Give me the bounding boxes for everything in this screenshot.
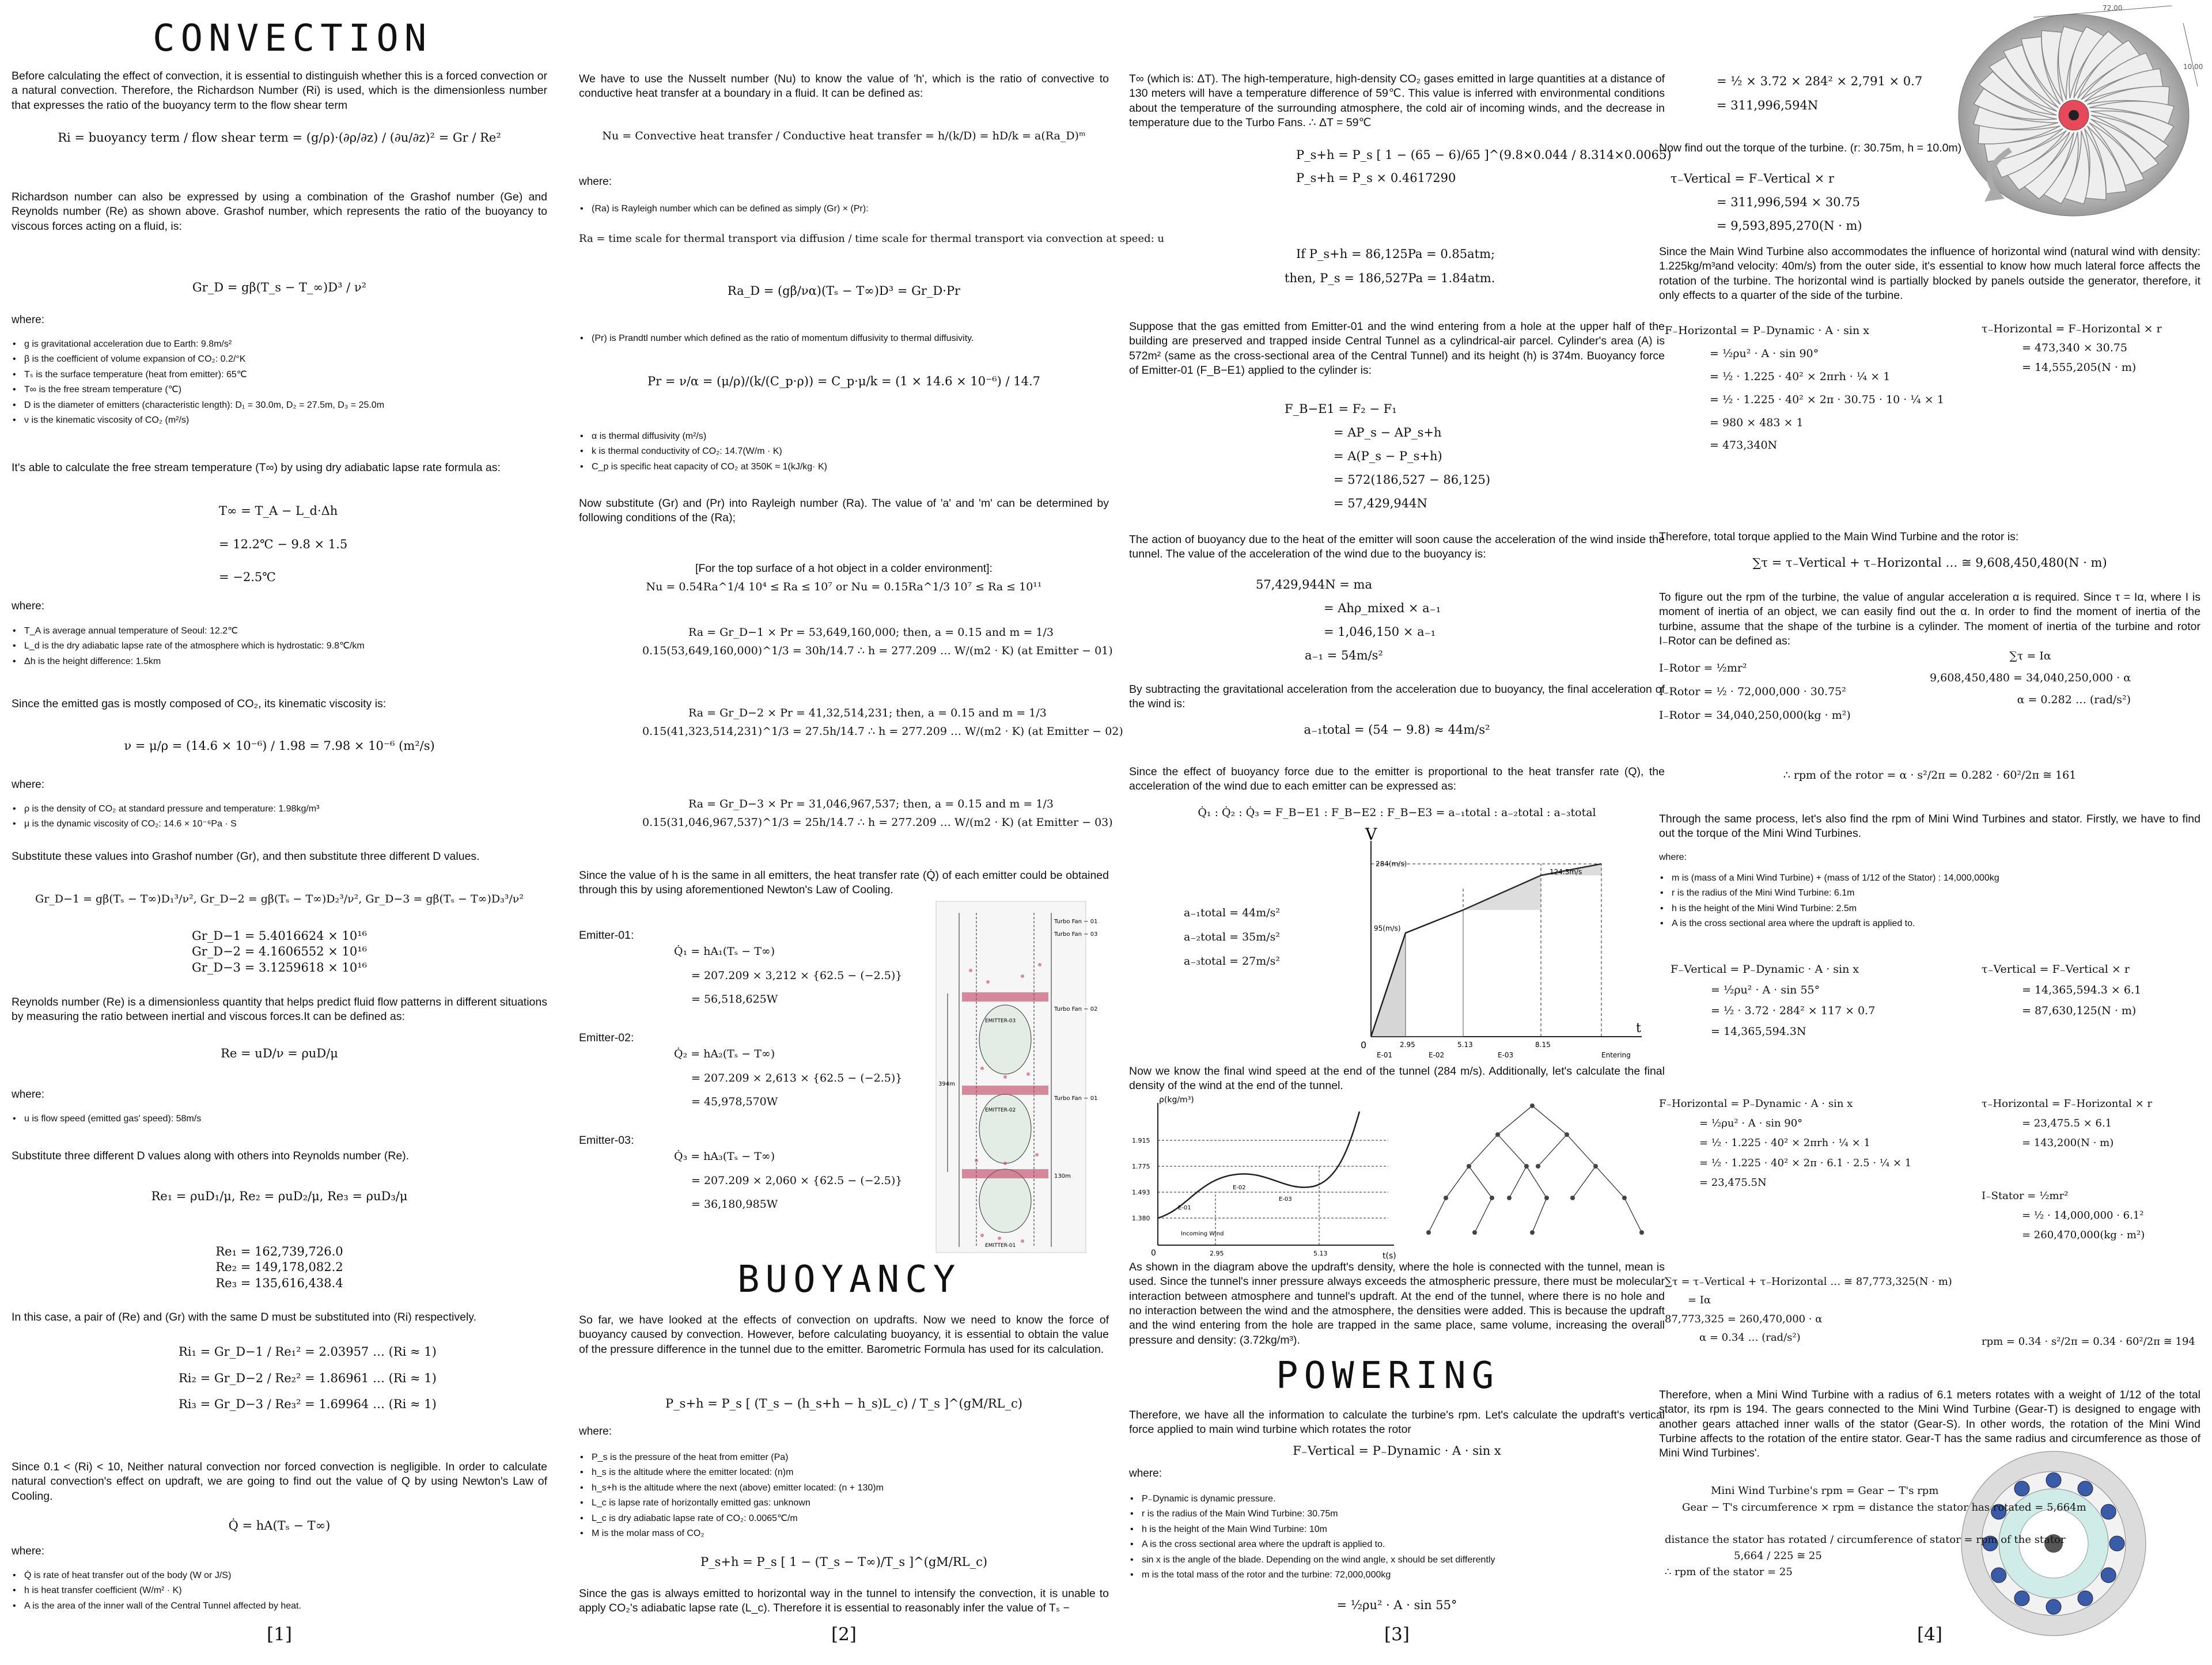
equation-grashof: Gr_D = gβ(T_s − T_∞)D³ / ν² — [192, 280, 367, 294]
graph-label: Entering — [1601, 1051, 1631, 1059]
where-label: where: — [12, 1088, 45, 1101]
equation-total-torque: ∑τ = τ₋Vertical + τ₋Horizontal … ≅ 9,608,450,480(N · m) — [1752, 556, 2107, 570]
equation-vertical-torque: τ₋Vertical = F₋Vertical × r = 311,996,594 × 30.75 = 9,593,895,270(N · m) — [1671, 172, 1862, 233]
molecular-interaction-tree — [1411, 1094, 1659, 1261]
sketch-label: EMITTER-01 — [985, 1243, 1016, 1249]
graph-label: ρ(kg/m³) — [1159, 1095, 1194, 1105]
variable-list — [1659, 871, 2200, 932]
paragraph: Therefore, total torque applied to the Main Wind Turbine and the rotor is: — [1659, 530, 2019, 543]
graph-label: E-02 — [1429, 1051, 1445, 1059]
equation-nusselt: Nu = Convective heat transfer / Conductive heat transfer = h/(k/D) = hD/k = a(Ra_D)ᵐ — [602, 130, 1086, 142]
equation-stator-rpm: distance the stator has rotated / circumference of stator = rpm of the stator 5,664 / 225 ≅ 25 ∴ rpm of the stator = 25 — [1665, 1534, 2066, 1578]
mini-turbine-marker — [2078, 1591, 2093, 1606]
graph-label: t(s) — [1382, 1251, 1396, 1261]
where-label: where: — [579, 176, 612, 188]
graph-label: 284(m/s) — [1376, 860, 1407, 868]
graph-label: 2.95 — [1400, 1041, 1415, 1049]
graph-label: E-03 — [1498, 1051, 1514, 1059]
paragraph: Therefore, when a Mini Wind Turbine with a radius of 6.1 meters rotates with a weight of 1/12 of the total stator, its rpm is 194. The gears connected to the Mini Wind Turbine (Gear-T) is designed to engage with another gears attached inner walls of the stator (Gear-S). In other words, the rotation of the Mini Wind Turbine affects to the rotation of the entire stator. Gear-T has the same radius and circumference as those of Mini Wind Turbines'. — [1659, 1389, 2200, 1460]
paragraph: So far, we have looked at the effects of convection on updrafts. Now we need to know the force of buoyancy caused by convection. However, before calculating buoyancy, it is essential to obtain the value of the pressure difference in the tunnel due to the emitter. Barometric Formula has used for its calculation. — [579, 1314, 1109, 1356]
variable-list — [12, 337, 547, 428]
equation-re-values: Re₁ = 162,739,726.0 Re₂ = 149,178,082.2 Re₃ = 135,616,438.4 — [215, 1245, 343, 1290]
column-3 — [1129, 0, 1672, 1665]
paragraph: Substitute these values into Grashof number (Gr), and then substitute three different D values. — [12, 850, 480, 863]
graph-label: E-01 — [1178, 1205, 1191, 1211]
graph-label: Incoming Wind — [1181, 1231, 1224, 1237]
equation-gr3: Gr_D−1 = gβ(Tₛ − T∞)D₁³/ν², Gr_D−2 = gβ(Tₛ − T∞)D₂³/ν², Gr_D−3 = gβ(Tₛ − T∞)D₃³/ν² — [35, 893, 524, 905]
equation-mini-total-torque: ∑τ = τ₋Vertical + τ₋Horizontal … ≅ 87,773,325(N · m) = Iα 87,773,325 = 260,470,000 · α α = 0.34 … (rad/s²) — [1665, 1276, 1952, 1344]
emitter-2-label: Emitter-02: — [579, 1031, 634, 1044]
list-item: • P_s is the pressure of the heat from emitter (Pa) — [579, 1450, 1109, 1465]
dimension-label: 72.00 — [2103, 4, 2123, 12]
equation-vertical-force-result: = ½ × 3.72 × 284² × 2,791 × 0.7 = 311,996,594N — [1717, 74, 1923, 112]
equation-angular-acceleration: ∑τ = Iα 9,608,450,480 = 34,040,250,000 · α α = 0.282 … (rad/s²) — [1930, 650, 2131, 706]
graph-label: E-02 — [1233, 1185, 1246, 1191]
list-item: • M is the molar mass of CO₂ — [579, 1526, 1109, 1541]
graph-label: E-01 — [1377, 1051, 1393, 1059]
list-item: • h is the height of the Mini Wind Turbine: 2.5m — [1659, 901, 2200, 916]
sketch-label: 394m — [938, 1081, 955, 1087]
section-title-powering: POWERING — [1276, 1355, 1500, 1397]
equation-re3: Re₁ = ρuD₁/μ, Re₂ = ρuD₂/μ, Re₃ = ρuD₃/μ — [151, 1189, 408, 1203]
list-item: • m is the total mass of the rotor and the turbine: 72,000,000kg — [1129, 1568, 1665, 1583]
condition-title: [For the top surface of a hot object in a colder environment]: — [695, 562, 993, 575]
paragraph: It's able to calculate the free stream temperature (T∞) by using dry adiabatic lapse rate formula as: — [12, 461, 501, 474]
equation-horizontal-torque: τ₋Horizontal = F₋Horizontal × r = 473,340 × 30.75 = 14,555,205(N · m) — [1982, 323, 2162, 374]
graph-label: V — [1365, 825, 1377, 844]
mini-turbine-marker — [2046, 1599, 2061, 1614]
where-label: where: — [12, 779, 45, 791]
equation-nu: ν = μ/ρ = (14.6 × 10⁻⁶) / 1.98 = 7.98 × 10⁻⁶ (m²/s) — [124, 739, 435, 753]
where-label: where: — [12, 314, 45, 326]
list-item: • h_s is the altitude where the emitter located: (n)m — [579, 1465, 1109, 1480]
equation-mini-vertical-force: F₋Vertical = P₋Dynamic · A · sin x = ½ρu² · A · sin 55° = ½ · 3.72 · 284² × 117 × 0.7 = 14,365,594.3N — [1671, 963, 1876, 1038]
paragraph: Since the effect of buoyancy force due to the emitter is proportional to the heat transfer rate (Q), the acceleration of the wind due to each emitter can be expressed as: — [1129, 765, 1665, 793]
list-item: • T∞ is the free stream temperature (℃) — [12, 382, 547, 397]
list-item: • h is the height of the Main Wind Turbine: 10m — [1129, 1522, 1665, 1537]
velocity-graph — [1348, 825, 1647, 1060]
list-item: • u is flow speed (emitted gas' speed): 58m/s — [12, 1112, 547, 1127]
variable-list — [12, 624, 547, 669]
mini-turbine-marker — [2109, 1536, 2124, 1551]
list-item: • g is gravitational acceleration due to Earth: 9.8m/s² — [12, 337, 547, 352]
where-label: where: — [12, 600, 45, 612]
sketch-label: Turbo Fan − 01 — [1054, 1095, 1098, 1102]
graph-label: 95(m/s) — [1374, 924, 1401, 932]
emitter-3-label: Emitter-03: — [579, 1134, 634, 1147]
paragraph: The action of buoyancy due to the heat of the emitter will soon cause the acceleration of the wind inside the tunnel. The value of the acceleration of the wind due to the buoyancy is: — [1129, 533, 1665, 561]
sketch-label: 130m — [1054, 1173, 1071, 1179]
mini-turbine-marker — [2101, 1568, 2116, 1583]
equation-emitter-1-h: Ra = Gr_D−1 × Pr = 53,649,160,000; then, a = 0.15 and m = 1/3 0.15(53,649,160,000)^1/3 = 30h/14.7 ∴ h = 277.209 … W/(m2 · K) (at Emitter − 01) — [642, 626, 1113, 658]
list-item: • Δh is the height difference: 1.5km — [12, 654, 547, 669]
list-item: • Tₛ is the surface temperature (heat from emitter): 65℃ — [12, 367, 547, 382]
list-item: • P₋Dynamic is dynamic pressure. — [1129, 1492, 1665, 1507]
graph-label: 0 — [1361, 1040, 1367, 1050]
equation-emitter-3-h: Ra = Gr_D−3 × Pr = 31,046,967,537; then, a = 0.15 and m = 1/3 0.15(31,046,967,537)^1/3 = 25h/14.7 ∴ h = 277.209 … W/(m2 · K) (at Emitter − 03) — [642, 798, 1113, 829]
equation-ri: Ri = buoyancy term / flow shear term = (g/ρ)·(∂ρ/∂z) / (∂u/∂z)² = Gr / Re² — [58, 131, 501, 145]
emitter-1-label: Emitter-01: — [579, 929, 634, 942]
list-item: • A is the area of the inner wall of the Central Tunnel affected by heat. — [12, 1599, 547, 1614]
paragraph: Richardson number can also be expressed by using a combination of the Grashof number (Ge) and Reynolds number (Re) as shown above. Grashof number, which represents the ratio of the buoyancy to viscous forces acting on a fluid, is: — [12, 191, 547, 233]
paragraph: By subtracting the gravitational acceleration from the acceleration due to buoyancy, the final acceleration of the wind is: — [1129, 683, 1665, 711]
where-label: where: — [12, 1545, 45, 1557]
section-title-convection: CONVECTION — [153, 17, 433, 60]
paragraph: As shown in the diagram above the updraft's density, where the hole is connected with the tunnel, mean is used. Since the tunnel's inner pressure always exceeds the atmospheric pressure, there must be molecular interaction between atmosphere and tunnel's updraft. At the end of the tunnel, where there is no hole and no interaction between the wind and the atmosphere, the densities were added. This is because the updraft and the wind entering from the hole are trapped in the same place, same volume, increasing the overall pressure and density: (3.72kg/m³). — [1129, 1261, 1665, 1347]
equation-pressure-values: If P_s+h = 86,125Pa = 0.85atm; then, P_s = 186,527Pa = 1.84atm. — [1285, 247, 1495, 285]
equation-gr-values: Gr_D−1 = 5.4016624 × 10¹⁶ Gr_D−2 = 4.1606552 × 10¹⁶ Gr_D−3 = 3.1259618 × 10¹⁶ — [191, 929, 368, 974]
equation-emitter-1-q: Q̇₁ = hA₁(Tₛ − T∞) = 207.209 × 3,212 × {62.5 − (−2.5)} = 56,518,625W — [674, 945, 903, 1006]
list-item: • A is the cross sectional area where the updraft is applied to. — [1659, 916, 2200, 931]
equation-pressure: P_s+h = P_s [ 1 − (65 − 6)/65 ]^(9.8×0.044 / 8.314×0.0065) P_s+h = P_s × 0.4617290 — [1296, 148, 1672, 185]
paragraph: Since the Main Wind Turbine also accommodates the influence of horizontal wind (natural wind with density: 1.225kg/m³and velocity: 40m/s) from the outer side, it's essential to know how much lateral force affects the rotation of the turbine. The horizontal wind is partially blocked by panels outside the generator, therefore, it only effects to a quarter of the side of the turbine. — [1659, 245, 2200, 302]
equation-buoyancy-force: F_B−E1 = F₂ − F₁ = AP_s − AP_s+h = A(P_s − P_s+h) = 572(186,527 − 86,125) = 57,429,944N — [1285, 402, 1491, 510]
mini-turbine-marker — [2014, 1591, 2029, 1606]
paragraph: Since the emitted gas is mostly composed of CO₂, its kinematic viscosity is: — [12, 697, 387, 710]
column-1 — [12, 0, 547, 1665]
section-title-buoyancy: BUOYANCY — [737, 1258, 961, 1301]
list-item: • Q̇ is rate of heat transfer out of the body (W or J/S) — [12, 1568, 547, 1583]
sketch-label: Turbo Fan − 02 — [1054, 1006, 1098, 1012]
graph-label: 124.3m/s — [1550, 868, 1582, 876]
where-label: where: — [579, 1425, 612, 1438]
list-item: • L_c is lapse rate of horizontally emitted gas: unknown — [579, 1496, 1109, 1511]
variable-list — [12, 1568, 547, 1614]
equation-barometric-2: P_s+h = P_s [ 1 − (T_s − T∞)/T_s ]^(gM/RL_c) — [700, 1555, 988, 1569]
graph-label: 1.775 — [1132, 1163, 1150, 1170]
where-label: where: — [1129, 1467, 1162, 1480]
list-item: • ν is the kinematic viscosity of CO₂ (m²/s) — [12, 413, 547, 428]
paragraph: Now find out the torque of the turbine. (r: 30.75m, h = 10.0m) — [1659, 142, 1962, 154]
equation-rotor-rpm: ∴ rpm of the rotor = α · s²/2π = 0.282 · 60²/2π ≅ 161 — [1783, 769, 2077, 782]
paragraph: To figure out the rpm of the turbine, the value of angular acceleration α is required. Since τ = Iα, where I is moment of inertia of an object, we can easily find out the α. In order to find the moment of inertia of the turbine, assume that the shape of the turbine is a cylinder. The moment of inertia of the turbine and rotor I₋Rotor can be defined as: — [1659, 591, 2200, 648]
equation-inertia-rotor: I₋Rotor = ½mr² I₋Rotor = ½ · 72,000,000 · 30.75² I₋Rotor = 34,040,250,000(kg · m²) — [1659, 662, 1851, 722]
graph-label: 5.13 — [1313, 1250, 1328, 1257]
list-item: • r is the radius of the Mini Wind Turbine: 6.1m — [1659, 886, 2200, 901]
list-item: • r is the radius of the Main Wind Turbine: 30.75m — [1129, 1507, 1665, 1522]
paragraph: Suppose that the gas emitted from Emitter-01 and the wind entering from a hole at the upper half of the building are preserved and trapped inside Central Tunnel as a cylindrical-air parcel. Cylinder's area (A) is 572m² (same as the cross-sectional area of the Central Tunnel) and its height (h) is 374m. Buoyancy force of Emitter-01 (F_B−E1) applied to the cylinder is: — [1129, 320, 1665, 377]
graph-label: 1.493 — [1132, 1189, 1150, 1196]
equation-mini-horizontal-force: F₋Horizontal = P₋Dynamic · A · sin x = ½ρu² · A · sin 90° = ½ · 1.225 · 40² × 2πrh · ¼ × 1 = ½ · 1.225 · 40² × 2π · 6.1 · 2.5 · ¼ × 1 = 23,475.5N — [1659, 1098, 1912, 1189]
page-number: [1] — [267, 1624, 292, 1645]
variable-list — [579, 202, 1109, 217]
sketch-label: EMITTER-03 — [985, 1018, 1016, 1024]
paragraph: T∞ (which is: ΔT). The high-temperature, high-density CO₂ gases emitted in large quantities at a distance of 130 meters will have a temperature difference of 59℃. This value is inferred with environmental conditions about the temperature of the surrounding atmosphere, the cold air of incoming winds, and the decrease in temperature due to the Turbo Fans. ∴ ΔT = 59℃ — [1129, 73, 1665, 130]
graph-label: 8.15 — [1535, 1041, 1551, 1049]
graph-label: 0 — [1151, 1249, 1156, 1258]
sketch-label: Turbo Fan − 03 — [1054, 931, 1098, 938]
variable-list — [579, 331, 1109, 346]
emitter-tunnel-sketch — [936, 901, 1098, 1253]
graph-label: 2.95 — [1210, 1250, 1224, 1257]
equation-emitter-2-h: Ra = Gr_D−2 × Pr = 41,32,514,231; then, a = 0.15 and m = 1/3 0.15(41,323,514,231)^1/3 = 27.5h/14.7 ∴ h = 277.209 … W/(m2 · K) (at Emitter − 02) — [642, 707, 1123, 738]
graph-label: 5.13 — [1457, 1041, 1473, 1049]
equation-barometric: P_s+h = P_s [ (T_s − (h_s+h − h_s)L_c) / T_s ]^(gM/RL_c) — [665, 1397, 1022, 1410]
list-item: • L_c is dry adiabatic lapse rate of CO₂: 0.0065℃/m — [579, 1511, 1109, 1526]
sketch-label: Turbo Fan − 01 — [1054, 919, 1098, 925]
list-item: • h is heat transfer coefficient (W/m² · K) — [12, 1583, 547, 1598]
density-graph — [1129, 1094, 1400, 1261]
acceleration-values: a₋₁total = 44m/s² a₋₂total = 35m/s² a₋₃total = 27m/s² — [1184, 907, 1281, 968]
dimension-label: 10.00 — [2183, 63, 2203, 71]
paragraph: Therefore, we have all the information to calculate the turbine's rpm. Let's calculate the updraft's vertical force applied to main wind turbine which rotates the rotor — [1129, 1409, 1665, 1436]
main-wind-turbine-render — [1930, 0, 2203, 236]
equation-final-acceleration: a₋₁total = (54 − 9.8) ≈ 44m/s² — [1304, 723, 1490, 737]
paragraph: Before calculating the effect of convection, it is essential to distinguish whether this is a forced convection or a natural convection. Therefore, the Richardson Number (Ri) is used, which is the dimensionless number that expresses the ratio of the buoyancy term to the flow shear term — [12, 70, 547, 112]
equation-vertical-force-2: = ½ρu² · A · sin 55° — [1336, 1598, 1457, 1612]
equation-mini-horizontal-torque: τ₋Horizontal = F₋Horizontal × r = 23,475.5 × 6.1 = 143,200(N · m) — [1982, 1098, 2153, 1150]
paragraph: Since the value of h is the same in all emitters, the heat transfer rate (Q̇) of each emitter could be obtained through this by using aforementioned Newton's Law of Cooling. — [579, 869, 1109, 897]
variable-list — [579, 1450, 1109, 1541]
list-item: • ρ is the density of CO₂ at standard pressure and temperature: 1.98kg/m³ — [12, 802, 547, 817]
equation-emitter-3-q: Q̇₃ = hA₃(Tₛ − T∞) = 207.209 × 2,060 × {62.5 − (−2.5)} = 36,180,985W — [674, 1150, 903, 1211]
equation-emitter-2-q: Q̇₂ = hA₂(Tₛ − T∞) = 207.209 × 2,613 × {62.5 − (−2.5)} = 45,978,570W — [674, 1048, 903, 1109]
variable-list — [1129, 1492, 1665, 1583]
list-item: • D is the diameter of emitters (characteristic length): D₁ = 30.0m, D₂ = 27.5m, D₃ = 25.0m — [12, 398, 547, 413]
equation-prandtl: Pr = ν/α = (μ/ρ)/(k/(C_p·ρ)) = C_p·μ/k = (1 × 14.6 × 10⁻⁶) / 14.7 — [647, 374, 1041, 388]
paragraph: We have to use the Nusselt number (Nu) to know the value of 'h', which is the ratio of convective to conductive heat transfer at a boundary in a fluid. It can be defined as: — [579, 73, 1109, 100]
paragraph: Now we know the final wind speed at the end of the tunnel (284 m/s). Additionally, let's calculate the final density of the wind at the end of the tunnel. — [1129, 1065, 1665, 1093]
variable-list — [12, 802, 547, 832]
equation-gear: Mini Wind Turbine's rpm = Gear − T's rpm Gear − T's circumference × rpm = distance the stator has rotated = 5,664m — [1682, 1485, 2086, 1514]
list-item: • α is thermal diffusivity (m²/s) — [579, 429, 1109, 444]
list-item: • h_s+h is the altitude where the next (above) emitter located: (n + 130)m — [579, 1481, 1109, 1496]
equation-q: Q̇ = hA(Tₛ − T∞) — [228, 1519, 331, 1533]
list-item: • T_A is average annual temperature of Seoul: 12.2℃ — [12, 624, 547, 639]
equation-mini-vertical-torque: τ₋Vertical = F₋Vertical × r = 14,365,594.3 × 6.1 = 87,630,125(N · m) — [1982, 963, 2142, 1018]
list-item: • k is thermal conductivity of CO₂: 14.7(W/m · K) — [579, 444, 1109, 459]
equation-rayleigh-d: Ra_D = (gβ/να)(Tₛ − T∞)D³ = Gr_D·Pr — [727, 284, 961, 298]
paragraph: Now substitute (Gr) and (Pr) into Rayleigh number (Ra). The value of 'a' and 'm' can be determined by following conditions of the (Ra); — [579, 497, 1109, 525]
equation-ri-values: Ri₁ = Gr_D−1 / Re₁² = 2.03957 … (Ri ≈ 1) Ri₂ = Gr_D−2 / Re₂² = 1.86961 … (Ri ≈ 1) Ri₃ = Gr_D−3 / Re₃² = 1.69964 … (Ri ≈ 1) — [179, 1345, 437, 1412]
list-item: • L_d is the dry adiabatic lapse rate of the atmosphere which is hydrostatic: 9.8℃/km — [12, 639, 547, 654]
list-item: • m is (mass of a Mini Wind Turbine) + (mass of 1/12 of the Stator) : 14,000,000kg — [1659, 871, 2200, 886]
equation-condition: Nu = 0.54Ra^1/4 10⁴ ≤ Ra ≤ 10⁷ or Nu = 0.15Ra^1/3 10⁷ ≤ Ra ≤ 10¹¹ — [646, 581, 1042, 593]
paragraph: Since 0.1 < (Ri) < 10, Neither natural convection nor forced convection is negligible. In order to calculate natural convection's effect on updraft, we are going to find out the value of Q by using Newton's Law of Cooling. — [12, 1461, 547, 1503]
equation-mini-rpm: rpm = 0.34 · s²/2π = 0.34 · 60²/2π ≅ 194 — [1982, 1336, 2195, 1348]
paragraph: Reynolds number (Re) is a dimensionless quantity that helps predict fluid flow patterns in different situations by measuring the ratio between inertial and viscous forces.It can be defined as: — [12, 996, 547, 1023]
equation-acceleration: 57,429,944N = ma = Ahρ_mixed × a₋₁ = 1,046,150 × a₋₁ a₋₁ = 54m/s² — [1256, 578, 1441, 662]
paragraph: Through the same process, let's also find the rpm of Mini Wind Turbines and stator. Firstly, we have to find out the torque of the Mini Wind Turbines. — [1659, 813, 2200, 840]
list-item: • μ is the dynamic viscosity of CO₂: 14.6 × 10⁻⁶Pa · S — [12, 817, 547, 832]
page-number: [2] — [831, 1624, 857, 1645]
graph-label: 1.380 — [1132, 1215, 1150, 1222]
paragraph: Since the gas is always emitted to horizontal way in the tunnel to intensify the convection, it is unable to apply CO₂'s adiabatic lapse rate (L_c). Therefore it is essential to reasonably infer the value of Tₛ − — [579, 1587, 1109, 1615]
equation-tinf: T∞ = T_A − L_d·Δh = 12.2℃ − 9.8 × 1.5 = −2.5℃ — [219, 504, 348, 585]
list-item: • A is the cross sectional area where the updraft is applied to. — [1129, 1537, 1665, 1552]
equation-vertical-force: F₋Vertical = P₋Dynamic · A · sin x — [1293, 1444, 1501, 1458]
graph-label: 1.915 — [1132, 1137, 1150, 1144]
list-item: • C_p is specific heat capacity of CO₂ at 350K ≈ 1(kJ/kg· K) — [579, 460, 1109, 475]
where-label: where: — [1659, 852, 1687, 862]
equation-rayleigh: Ra = time scale for thermal transport via diffusion / time scale for thermal transport via convection at speed: u — [579, 233, 1165, 245]
mini-turbine-marker — [2101, 1504, 2116, 1519]
list-item: • sin x is the angle of the blade. Depending on the wind angle, x should be set differently — [1129, 1553, 1665, 1568]
variable-list — [12, 1112, 547, 1127]
equation-ratio: Q̇₁ : Q̇₂ : Q̇₃ = F_B−E1 : F_B−E2 : F_B−E3 = a₋₁total : a₋₂total : a₋₃total — [1198, 806, 1596, 819]
graph-label: E-03 — [1279, 1196, 1292, 1203]
variable-list — [579, 429, 1109, 475]
page-number: [3] — [1384, 1624, 1410, 1645]
equation-re: Re = uD/ν = ρuD/μ — [221, 1046, 338, 1060]
equation-stator-inertia: I₋Stator = ½mr² = ½ · 14,000,000 · 6.1² = 260,470,000(kg · m²) — [1982, 1190, 2145, 1242]
paragraph: Substitute three different D values along with others into Reynolds number (Re). — [12, 1150, 410, 1162]
graph-label: t — [1636, 1021, 1641, 1036]
column-4 — [1659, 0, 2203, 1665]
sketch-label: EMITTER-02 — [985, 1108, 1016, 1113]
equation-horizontal-force: F₋Horizontal = P₋Dynamic · A · sin x = ½ρu² · A · sin 90° = ½ · 1.225 · 40² × 2πrh · ¼ × 1 = ½ · 1.225 · 40² × 2π · 30.75 · 10 · ¼ × 1 = 980 × 483 × 1 = 473,340N — [1665, 324, 1944, 452]
list-item: • β is the coefficient of volume expansion of CO₂: 0.2/°K — [12, 352, 547, 367]
page-number: [4] — [1917, 1624, 1942, 1645]
list-item: • (Pr) is Prandtl number which defined as the ratio of momentum diffusivity to thermal diffusivity. — [579, 331, 1109, 346]
list-item: • (Ra) is Rayleigh number which can be defined as simply (Gr) × (Pr): — [579, 202, 1109, 217]
paragraph: In this case, a pair of (Re) and (Gr) with the same D must be substituted into (Ri) respectively. — [12, 1311, 477, 1323]
